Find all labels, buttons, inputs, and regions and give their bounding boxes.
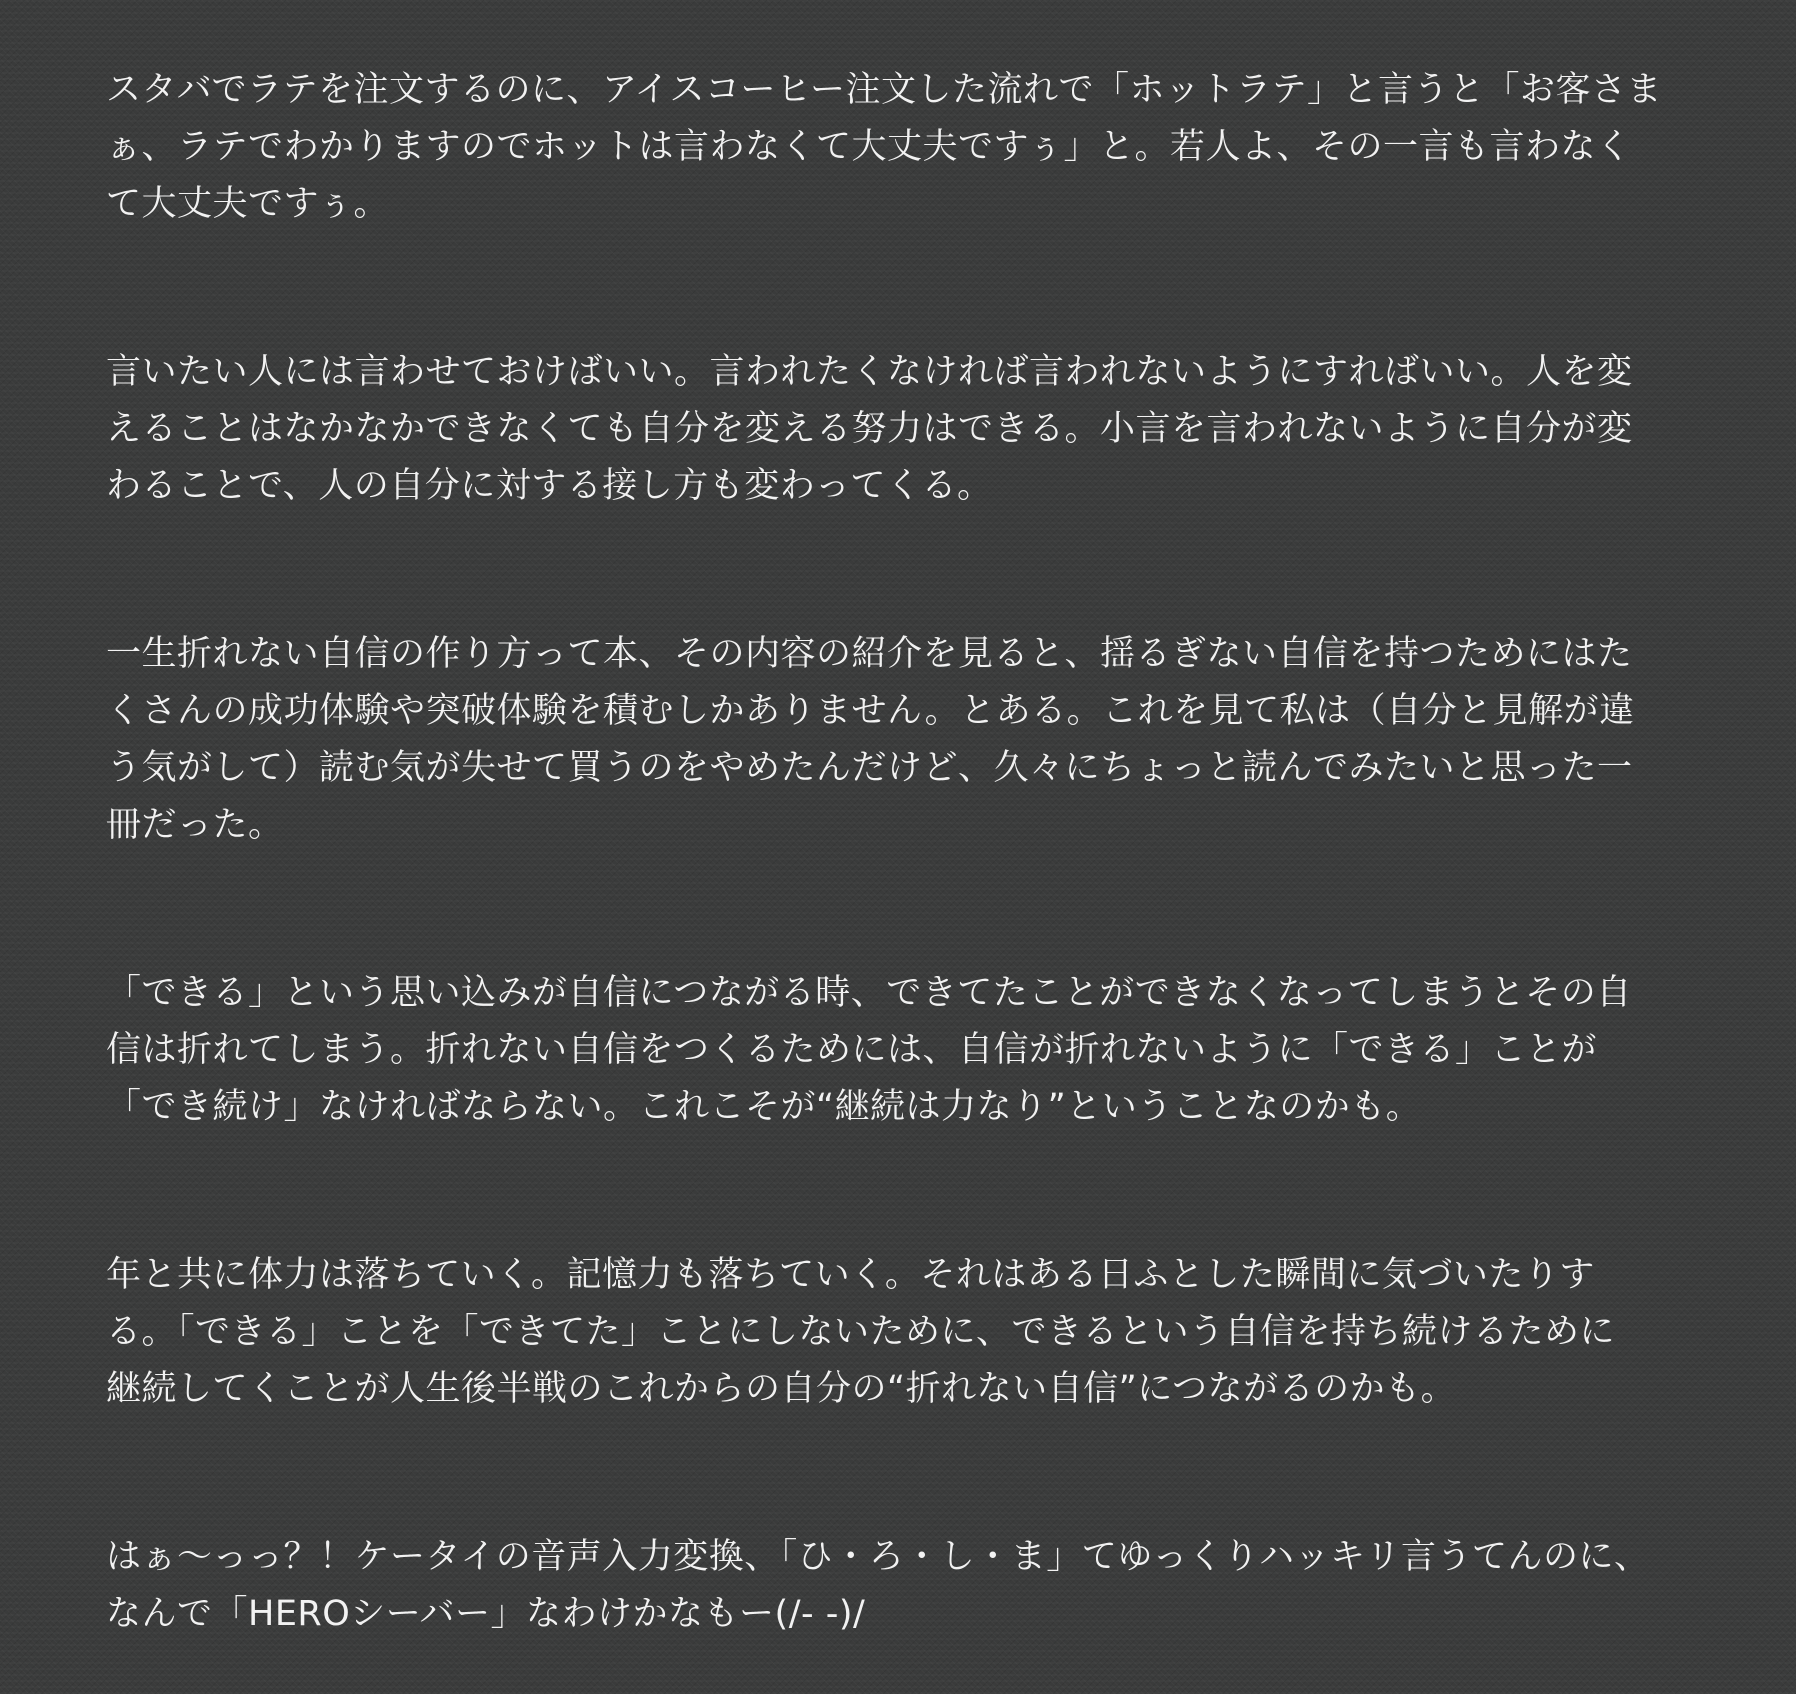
text-line: えることはなかなかできなくても自分を変える努力はできる。小言を言われないように自分が変	[106, 409, 1633, 449]
text-line: て大丈夫ですぅ。	[106, 184, 389, 224]
text-document	[106, 62, 1676, 1643]
text-line: 年と共に体力は落ちていく。記憶力も落ちていく。それはある日ふとした瞬間に気づいたりす	[106, 1255, 1595, 1295]
paragraph-starbucks-latte	[106, 62, 1676, 233]
text-line: 冊だった。	[106, 805, 284, 845]
text-line: なんで「HEROシーバー」なわけかなもー(/- -)/	[106, 1594, 866, 1634]
text-line: わることで、人の自分に対する接し方も変わってくる。	[106, 466, 993, 506]
text-line: 「でき続け」なければならない。これこそが“継続は力なり”ということなのかも。	[106, 1087, 1422, 1127]
text-line: スタバでラテを注文するのに、アイスコーヒー注文した流れで「ホットラテ」と言うと「お客さま	[106, 70, 1663, 110]
paragraph-unbreakable-confidence-book	[106, 626, 1676, 854]
paragraph-aging-and-confidence	[106, 1247, 1676, 1418]
text-line: はぁ〜っっ？！ケータイの音声入力変換、「ひ・ろ・し・ま」てゆっくりハッキリ言うてんのに、	[106, 1537, 1650, 1577]
text-line: 継続してくことが人生後半戦のこれからの自分の“折れない自信”につながるのかも。	[106, 1369, 1457, 1409]
text-line: ぁ、ラテでわかりますのでホットは言わなくて大丈夫ですぅ」と。若人よ、その一言も言わなく	[106, 127, 1632, 167]
text-line: くさんの成功体験や突破体験を積むしかありません。とある。これを見て私は（自分と見解が違	[106, 691, 1635, 731]
paragraph-change-yourself	[106, 344, 1676, 515]
paragraph-voice-input	[106, 1529, 1676, 1643]
text-line: る。「できる」ことを「できてた」ことにしないために、できるという自信を持ち続けるために	[106, 1312, 1616, 1352]
paragraph-continuation-is-power	[106, 965, 1676, 1136]
text-line: 言いたい人には言わせておけばいい。言われたくなければ言われないようにすればいい。人を変	[106, 352, 1633, 392]
text-line: 一生折れない自信の作り方って本、その内容の紹介を見ると、揺るぎない自信を持つためにはた	[106, 634, 1633, 674]
text-line: う気がして）読む気が失せて買うのをやめたんだけど、久々にちょっと読んでみたいと思った一	[106, 748, 1633, 788]
text-line: 信は折れてしまう。折れない自信をつくるためには、自信が折れないように「できる」ことが	[106, 1030, 1598, 1070]
text-line: 「できる」という思い込みが自信につながる時、できてたことができなくなってしまうとその自	[106, 973, 1632, 1013]
